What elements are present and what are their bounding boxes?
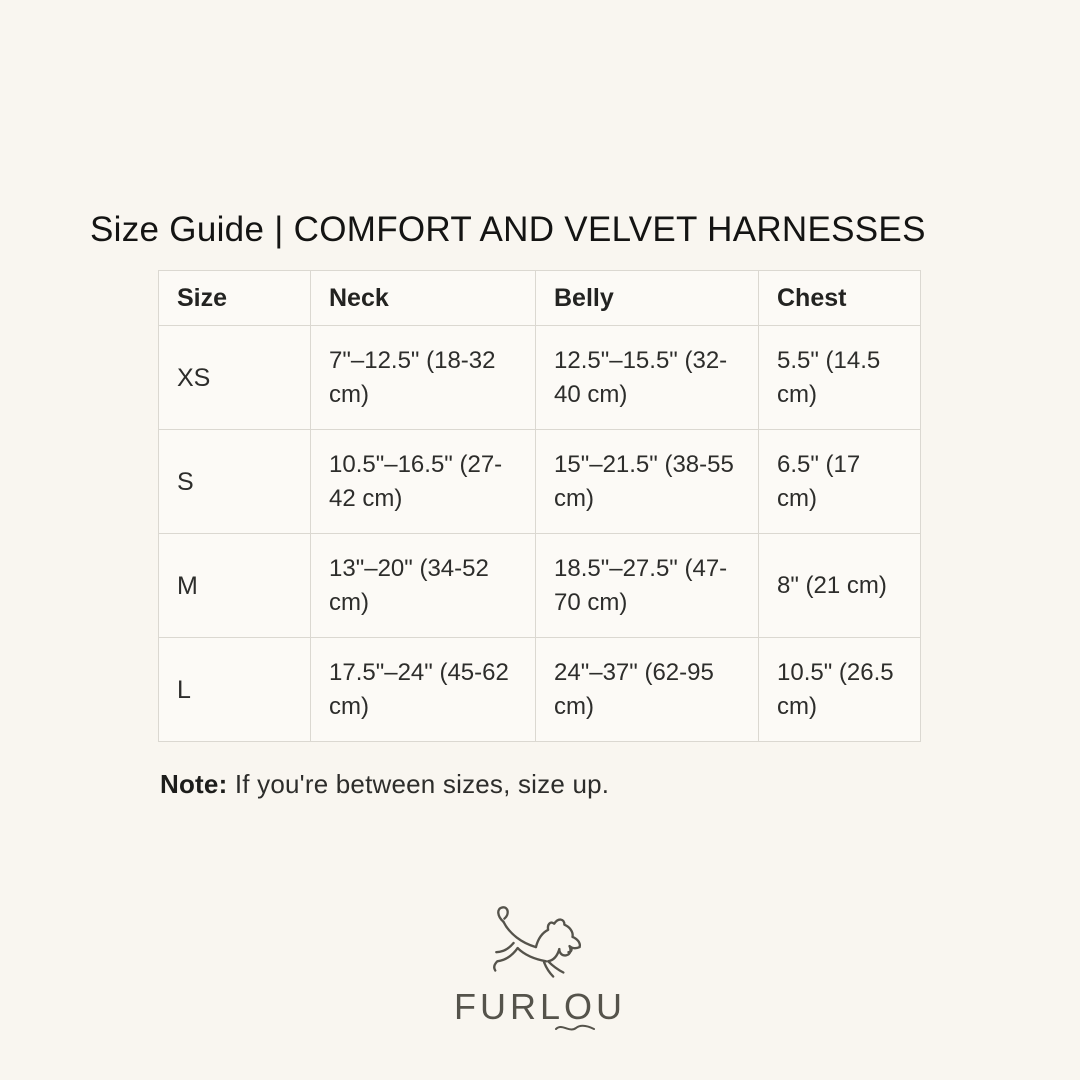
- furlou-logo: [0, 902, 1080, 1028]
- furlou-wordmark: [454, 986, 626, 1028]
- belly-value: 18.5"–27.5" (47-70 cm): [536, 534, 759, 638]
- belly-value: 12.5"–15.5" (32-40 cm): [536, 326, 759, 430]
- table-row-m: [159, 534, 921, 638]
- belly-value: 24"–37" (62-95 cm): [536, 638, 759, 742]
- column-header-chest: Chest: [759, 271, 921, 326]
- neck-value: 17.5"–24" (45-62 cm): [311, 638, 536, 742]
- size-value: XS: [159, 326, 311, 430]
- leaping-dog-icon: [479, 902, 601, 982]
- chest-value: 10.5" (26.5 cm): [759, 638, 921, 742]
- column-header-neck: Neck: [311, 271, 536, 326]
- column-header-size: Size: [159, 271, 311, 326]
- chest-value: 8" (21 cm): [759, 534, 921, 638]
- table-header-row: [159, 271, 921, 326]
- table-row-xs: [159, 326, 921, 430]
- table-row-s: [159, 430, 921, 534]
- chest-value: 6.5" (17 cm): [759, 430, 921, 534]
- note-text: If you're between sizes, size up.: [234, 769, 610, 799]
- size-value: L: [159, 638, 311, 742]
- chest-value: 5.5" (14.5 cm): [759, 326, 921, 430]
- neck-value: 7"–12.5" (18-32 cm): [311, 326, 536, 430]
- note-label: Note:: [160, 769, 228, 799]
- size-value: S: [159, 430, 311, 534]
- sizing-note: [160, 769, 609, 800]
- table-row-l: [159, 638, 921, 742]
- wordmark-text: FURLOU: [453, 986, 626, 1027]
- size-guide-table: [158, 270, 921, 742]
- neck-value: 10.5"–16.5" (27-42 cm): [311, 430, 536, 534]
- column-header-belly: Belly: [536, 271, 759, 326]
- page-title: Size Guide | COMFORT AND VELVET HARNESSES: [90, 210, 926, 249]
- size-value: M: [159, 534, 311, 638]
- neck-value: 13"–20" (34-52 cm): [311, 534, 536, 638]
- belly-value: 15"–21.5" (38-55 cm): [536, 430, 759, 534]
- wordmark-wave-flourish: [554, 1022, 596, 1034]
